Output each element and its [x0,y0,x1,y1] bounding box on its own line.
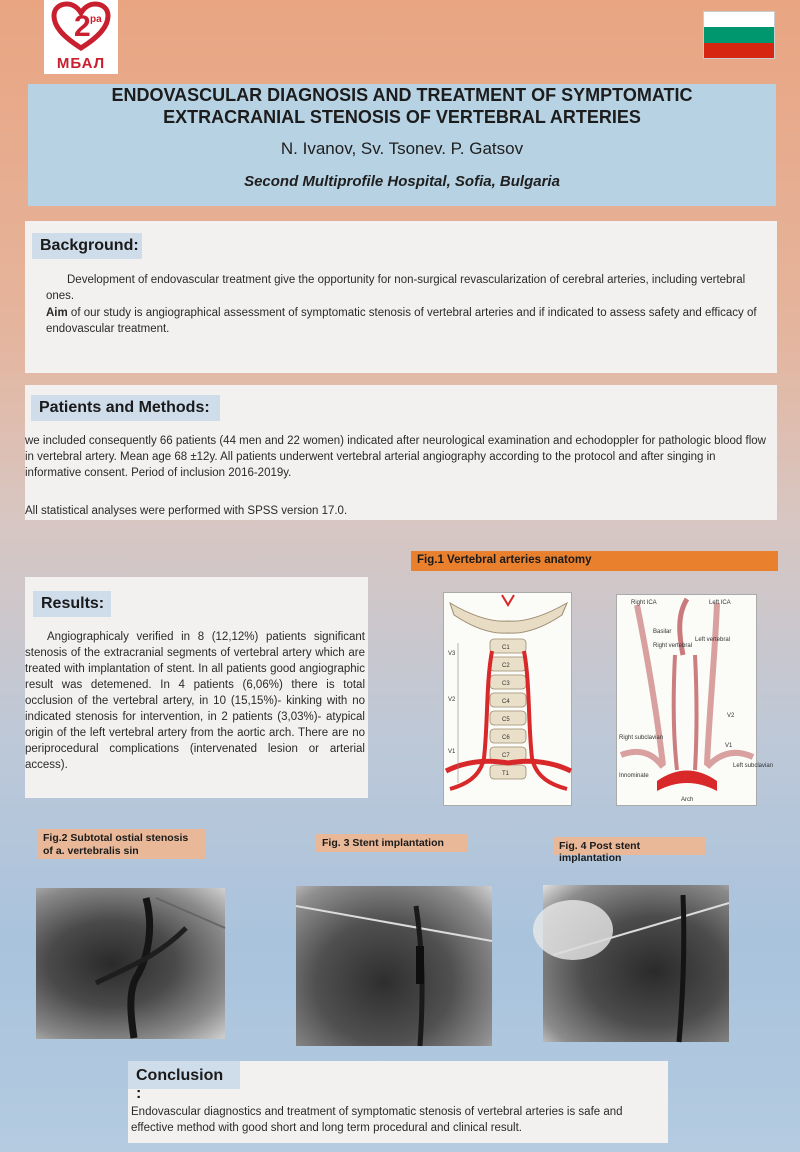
background-heading: Background: [32,233,142,259]
heart-logo-icon [52,2,110,52]
affiliation: Second Multiprofile Hospital, Sofia, Bulgaria [244,173,560,190]
label-v2: V2 [727,713,735,719]
vertebra-label-c4: C4 [502,699,510,705]
fig3-angiogram-image [296,886,492,1046]
aim-label: Aim [46,307,68,319]
methods-statistics: All statistical analyses were performed with SPSS version 17.0. [25,505,348,517]
vertebra-label-c3: C3 [502,681,510,687]
logo-superscript: ра [90,14,102,25]
fig4-vessel-overlay [543,885,729,1042]
methods-paragraph: we included consequently 66 patients (44 men and 22 women) indicated after neurological examination and echodoppler for pathologic blood flow in vertebral artery. Mean age 68 ±12y. All patients underwent vertebral arterial angiography according to the protocol and after singing in informative consent. Period of inclusion 2016-2019y. [25,435,766,479]
logo-number: 2 [74,10,91,43]
authors: N. Ivanov, Sv. Tsonev. P. Gatsov [280,139,524,158]
segment-label-v1: V1 [448,749,456,755]
poster-title: ENDOVASCULAR DIAGNOSIS AND TREATMENT OF SYMPTOMATIC EXTRACRANIAL STENOSIS OF VERTEBRAL ARTERIES [111,85,693,127]
label-right-subclavian: Right subclavian [619,735,664,741]
bulgarian-flag-icon [703,11,775,59]
results-section [25,577,368,798]
label-v1: V1 [725,743,733,749]
fig1-caption: Fig.1 Vertebral arteries anatomy [411,551,778,571]
vertebra-label-t1: T1 [502,771,510,777]
aim-paragraph [46,305,762,337]
vertebra-label-c2: C2 [502,663,510,669]
vertebra-label-c6: C6 [502,735,510,741]
fig3-vessel-overlay [296,886,492,1046]
fig4-caption: Fig. 4 Post stent implantation [553,837,705,855]
fig2-vessel-overlay [36,888,225,1039]
spine-anatomy-image [443,592,572,806]
label-left-ica: Left ICA [709,600,731,606]
background-section [25,221,777,373]
label-right-ica: Right ICA [631,600,657,606]
label-basilar: Basilar [653,629,672,635]
fig2-angiogram-image [36,888,225,1039]
segment-label-v2: V2 [448,697,456,703]
label-right-vertebral: Right vertebral [653,643,693,649]
label-innominate: Innominate [619,773,649,779]
fig3-caption: Fig. 3 Stent implantation [316,834,468,852]
methods-heading: Patients and Methods: [31,395,220,421]
artery-anatomy-image [616,594,774,806]
aim-text: of our study is angiographical assessment of symptomatic stenosis of vertebral arteries and if indicated to assess safety and efficacy of endovascular treatment. [46,307,757,335]
label-left-subclavian: Left subclavian [733,763,774,769]
conclusion-section [128,1061,668,1143]
label-arch: Arch [681,797,694,803]
segment-label-v3: V3 [448,651,456,657]
results-heading: Results: [33,591,111,617]
label-left-vertebral: Left vertebral [695,637,731,643]
fig2-caption: Fig.2 Subtotal ostial stenosis of a. vertebralis sin [37,829,205,859]
results-paragraph: Angiographicaly verified in 8 (12,12%) patients significant stenosis of the extracranial segments of vertebral artery which are treated with implantation of stent. In all patients good angiographic result was detemened. In 4 patients (6,06%) there is total occlusion of the vertebral artery, in 10 (15,15%)- kinking with no indicated stenosis for intervention, in 2 patients (3,03%)- atypical origin of the left vertebral artery from the aortic arch. There are no periprocedural complications (intervenated lesion or arterial access). [25,631,365,771]
vertebra-label-c1: C1 [502,645,510,651]
spine-illustration [444,593,573,807]
background-paragraph: Development of endovascular treatment give the opportunity for non-surgical revascularization of cerebral arteries, including vertebral ones. [46,274,746,302]
conclusion-paragraph: Endovascular diagnostics and treatment of symptomatic stenosis of vertebral arteries is safe and effective method with good short and long term procedural and clinical result. [131,1106,623,1134]
vertebra-label-c5: C5 [502,717,510,723]
methods-section [25,385,777,520]
logo-text: МБАЛ [56,55,106,72]
fig4-angiogram-image [543,885,729,1042]
title-banner [28,84,776,206]
artery-illustration [617,595,774,807]
hospital-logo [44,0,118,74]
vertebra-label-c7: C7 [502,753,510,759]
conclusion-heading: Conclusion : [128,1061,240,1089]
